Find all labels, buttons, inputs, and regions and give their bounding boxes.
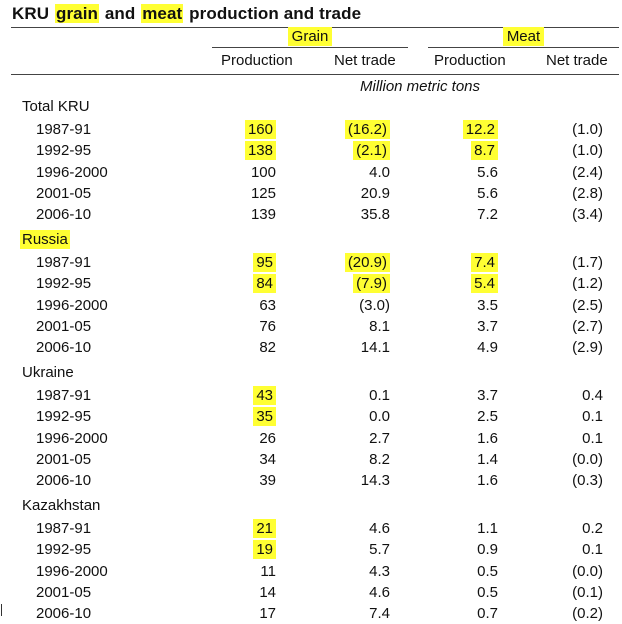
grain-production-cell bbox=[253, 252, 276, 273]
grain-production-value: 138 bbox=[245, 141, 276, 160]
grain-net-trade-cell bbox=[369, 162, 390, 183]
grain-production-cell bbox=[259, 470, 276, 491]
meat-production-value: 7.2 bbox=[477, 206, 498, 223]
grain-net-trade-cell bbox=[369, 582, 390, 603]
meat-net-trade-cell bbox=[572, 273, 603, 294]
grain-net-trade-cell bbox=[369, 539, 390, 560]
grain-production-cell bbox=[259, 295, 276, 316]
meat-production-cell bbox=[477, 470, 498, 491]
meat-net-trade-value: (0.0) bbox=[572, 451, 603, 468]
meat-production-value: 0.5 bbox=[477, 584, 498, 601]
grain-net-trade-value: (2.1) bbox=[353, 141, 390, 160]
meat-production-value: 12.2 bbox=[463, 120, 498, 139]
grain-production-value: 21 bbox=[253, 519, 276, 538]
period-cell: 1987-91 bbox=[36, 254, 92, 271]
grain-production-cell bbox=[245, 119, 276, 140]
meat-net-trade-cell bbox=[572, 140, 603, 161]
table-row bbox=[0, 183, 622, 204]
section-heading bbox=[20, 497, 102, 514]
meat-production-cell bbox=[477, 183, 498, 204]
meat-production-value: 0.5 bbox=[477, 563, 498, 580]
edge-divider bbox=[1, 604, 2, 616]
meat-net-trade-value: (1.7) bbox=[572, 254, 603, 271]
meat-production-value: 0.9 bbox=[477, 541, 498, 558]
grain-net-trade-value: 5.7 bbox=[369, 541, 390, 558]
title-part-meat: meat bbox=[142, 4, 183, 23]
grain-production-cell bbox=[251, 204, 276, 225]
meat-net-trade-cell bbox=[572, 561, 603, 582]
grain-production-cell bbox=[253, 406, 276, 427]
grain-net-trade-cell bbox=[361, 337, 390, 358]
grain-net-trade-cell bbox=[369, 449, 390, 470]
table-row bbox=[0, 603, 622, 624]
grain-net-trade-cell bbox=[359, 295, 390, 316]
meat-net-trade-value: (1.2) bbox=[572, 275, 603, 292]
grain-net-trade-value: 4.3 bbox=[369, 563, 390, 580]
grain-net-trade-value: 2.7 bbox=[369, 430, 390, 447]
meat-production-value: 2.5 bbox=[477, 408, 498, 425]
meat-net-trade-cell bbox=[582, 428, 603, 449]
table-row bbox=[0, 518, 622, 539]
period-cell: 1996-2000 bbox=[36, 297, 108, 314]
title-part-kru: KRU bbox=[12, 4, 50, 23]
meat-net-trade-header: Net trade bbox=[546, 52, 608, 69]
grain-production-cell bbox=[259, 428, 276, 449]
meat-net-trade-cell bbox=[572, 470, 603, 491]
table-title-bar bbox=[11, 4, 619, 28]
grain-net-trade-cell bbox=[369, 428, 390, 449]
grain-net-trade-value: 0.0 bbox=[369, 408, 390, 425]
table-row bbox=[0, 316, 622, 337]
meat-production-header: Production bbox=[434, 52, 506, 69]
grain-net-trade-value: 8.1 bbox=[369, 318, 390, 335]
meat-net-trade-value: (0.1) bbox=[572, 584, 603, 601]
table-row bbox=[0, 337, 622, 358]
grain-production-cell bbox=[253, 539, 276, 560]
grain-net-trade-cell bbox=[361, 183, 390, 204]
period-cell: 1992-95 bbox=[36, 142, 92, 159]
grain-net-trade-cell bbox=[369, 385, 390, 406]
period-cell: 2006-10 bbox=[36, 206, 92, 223]
grain-production-value: 100 bbox=[250, 164, 276, 181]
grain-production-cell bbox=[259, 337, 276, 358]
grain-net-trade-value: (16.2) bbox=[345, 120, 390, 139]
meat-net-trade-value: (2.7) bbox=[572, 318, 603, 335]
grain-production-cell bbox=[259, 316, 276, 337]
grain-production-cell bbox=[251, 162, 276, 183]
table-row bbox=[0, 252, 622, 273]
meat-production-value: 1.1 bbox=[477, 520, 498, 537]
table-row bbox=[0, 162, 622, 183]
grain-net-trade-cell bbox=[369, 518, 390, 539]
title-part-and: and bbox=[104, 4, 136, 23]
grain-production-value: 43 bbox=[253, 386, 276, 405]
table-row bbox=[0, 385, 622, 406]
section-heading-label: Kazakhstan bbox=[22, 497, 101, 514]
meat-production-value: 1.4 bbox=[477, 451, 498, 468]
meat-net-trade-cell bbox=[572, 316, 603, 337]
meat-net-trade-value: (0.3) bbox=[572, 472, 603, 489]
grain-production-value: 39 bbox=[259, 472, 276, 489]
meat-production-value: 1.6 bbox=[477, 430, 498, 447]
table-row bbox=[0, 295, 622, 316]
period-cell: 2001-05 bbox=[36, 318, 92, 335]
grain-production-value: 84 bbox=[253, 274, 276, 293]
section-heading-label: Russia bbox=[22, 231, 68, 248]
period-cell: 1996-2000 bbox=[36, 430, 108, 447]
meat-production-cell bbox=[477, 385, 498, 406]
section-heading bbox=[20, 98, 92, 115]
grain-production-value: 17 bbox=[259, 605, 276, 622]
meat-net-trade-value: (1.0) bbox=[572, 121, 603, 138]
grain-net-trade-cell bbox=[345, 119, 390, 140]
meat-production-cell bbox=[477, 582, 498, 603]
section-heading bbox=[20, 231, 70, 248]
grain-net-trade-cell bbox=[369, 603, 390, 624]
meat-net-trade-value: (3.4) bbox=[572, 206, 603, 223]
period-cell: 2001-05 bbox=[36, 451, 92, 468]
grain-group-label: Grain bbox=[288, 27, 333, 46]
meat-net-trade-value: (2.5) bbox=[572, 297, 603, 314]
grain-production-cell bbox=[251, 183, 276, 204]
meat-net-trade-value: (2.4) bbox=[572, 164, 603, 181]
meat-production-cell bbox=[477, 337, 498, 358]
meat-production-cell bbox=[477, 406, 498, 427]
meat-net-trade-cell bbox=[582, 385, 603, 406]
grain-production-cell bbox=[253, 273, 276, 294]
grain-production-value: 82 bbox=[259, 339, 276, 356]
period-cell: 1992-95 bbox=[36, 275, 92, 292]
grain-production-value: 26 bbox=[259, 430, 276, 447]
meat-production-cell bbox=[471, 140, 498, 161]
grain-net-trade-value: 14.3 bbox=[360, 472, 390, 489]
grain-production-value: 11 bbox=[260, 563, 276, 580]
grain-production-cell bbox=[245, 140, 276, 161]
meat-net-trade-value: 0.4 bbox=[582, 387, 603, 404]
grain-net-trade-value: (20.9) bbox=[345, 253, 390, 272]
meat-production-cell bbox=[477, 518, 498, 539]
meat-net-trade-value: (0.0) bbox=[572, 563, 603, 580]
meat-net-trade-value: 0.1 bbox=[582, 430, 603, 447]
table-row bbox=[0, 470, 622, 491]
grain-net-trade-cell bbox=[369, 316, 390, 337]
period-cell: 1992-95 bbox=[36, 408, 92, 425]
meat-production-cell bbox=[477, 449, 498, 470]
grain-net-trade-value: 20.9 bbox=[360, 185, 390, 202]
table-row bbox=[0, 273, 622, 294]
meat-net-trade-value: 0.2 bbox=[582, 520, 603, 537]
grain-production-header: Production bbox=[221, 52, 293, 69]
meat-production-cell bbox=[471, 273, 498, 294]
meat-net-trade-cell bbox=[582, 539, 603, 560]
meat-net-trade-value: (1.0) bbox=[572, 142, 603, 159]
meat-production-cell bbox=[477, 316, 498, 337]
period-cell: 2001-05 bbox=[36, 185, 92, 202]
meat-net-trade-cell bbox=[572, 183, 603, 204]
period-cell: 2006-10 bbox=[36, 605, 92, 622]
meat-production-cell bbox=[477, 428, 498, 449]
meat-net-trade-cell bbox=[582, 518, 603, 539]
meat-group-header bbox=[428, 27, 619, 48]
period-cell: 2006-10 bbox=[36, 339, 92, 356]
grain-production-value: 160 bbox=[245, 120, 276, 139]
grain-net-trade-value: 8.2 bbox=[369, 451, 390, 468]
meat-net-trade-cell bbox=[572, 162, 603, 183]
table-row bbox=[0, 539, 622, 560]
grain-net-trade-value: 4.0 bbox=[369, 164, 390, 181]
meat-production-cell bbox=[471, 252, 498, 273]
period-cell: 1992-95 bbox=[36, 541, 92, 558]
meat-net-trade-cell bbox=[572, 204, 603, 225]
period-cell: 2001-05 bbox=[36, 584, 92, 601]
grain-net-trade-header: Net trade bbox=[334, 52, 396, 69]
table-row bbox=[0, 406, 622, 427]
grain-production-cell bbox=[259, 449, 276, 470]
meat-net-trade-cell bbox=[572, 603, 603, 624]
meat-net-trade-cell bbox=[572, 337, 603, 358]
meat-production-cell bbox=[477, 162, 498, 183]
grain-net-trade-cell bbox=[353, 140, 390, 161]
grain-net-trade-value: 14.1 bbox=[360, 339, 390, 356]
grain-production-cell bbox=[260, 561, 276, 582]
meat-production-cell bbox=[477, 603, 498, 624]
meat-production-value: 8.7 bbox=[471, 141, 498, 160]
meat-group-label: Meat bbox=[503, 27, 544, 46]
grain-production-value: 35 bbox=[253, 407, 276, 426]
grain-net-trade-value: 4.6 bbox=[369, 584, 390, 601]
meat-production-value: 0.7 bbox=[477, 605, 498, 622]
unit-label: Million metric tons bbox=[360, 78, 481, 95]
meat-production-cell bbox=[477, 295, 498, 316]
period-cell: 1987-91 bbox=[36, 387, 92, 404]
grain-net-trade-value: (7.9) bbox=[353, 274, 390, 293]
grain-net-trade-cell bbox=[369, 561, 390, 582]
period-cell: 1987-91 bbox=[36, 121, 92, 138]
title-part-rest: production and trade bbox=[189, 4, 362, 23]
meat-production-cell bbox=[477, 539, 498, 560]
meat-net-trade-cell bbox=[572, 295, 603, 316]
grain-net-trade-value: 7.4 bbox=[369, 605, 390, 622]
section-heading-label: Ukraine bbox=[22, 364, 74, 381]
table-row bbox=[0, 140, 622, 161]
grain-production-cell bbox=[253, 518, 276, 539]
grain-net-trade-value: 4.6 bbox=[369, 520, 390, 537]
meat-net-trade-cell bbox=[572, 449, 603, 470]
meat-net-trade-value: (2.9) bbox=[572, 339, 603, 356]
meat-net-trade-value: (2.8) bbox=[572, 185, 603, 202]
table-row bbox=[0, 582, 622, 603]
meat-net-trade-cell bbox=[572, 252, 603, 273]
meat-production-cell bbox=[477, 561, 498, 582]
grain-net-trade-cell bbox=[361, 470, 390, 491]
period-cell: 2006-10 bbox=[36, 472, 92, 489]
grain-production-cell bbox=[259, 582, 276, 603]
grain-production-value: 125 bbox=[250, 185, 276, 202]
meat-net-trade-cell bbox=[572, 582, 603, 603]
meat-production-value: 3.7 bbox=[477, 387, 498, 404]
meat-production-value: 5.4 bbox=[471, 274, 498, 293]
meat-net-trade-value: 0.1 bbox=[582, 541, 603, 558]
period-cell: 1996-2000 bbox=[36, 563, 108, 580]
grain-group-header bbox=[212, 27, 408, 48]
grain-net-trade-cell bbox=[345, 252, 390, 273]
grain-production-value: 76 bbox=[259, 318, 276, 335]
meat-net-trade-value: (0.2) bbox=[572, 605, 603, 622]
meat-net-trade-value: 0.1 bbox=[582, 408, 603, 425]
section-heading bbox=[20, 364, 76, 381]
header-divider bbox=[11, 74, 619, 75]
meat-net-trade-cell bbox=[582, 406, 603, 427]
table-row bbox=[0, 119, 622, 140]
period-cell: 1996-2000 bbox=[36, 164, 108, 181]
meat-production-value: 3.5 bbox=[477, 297, 498, 314]
grain-production-cell bbox=[259, 603, 276, 624]
title-part-grain: grain bbox=[55, 4, 99, 23]
grain-net-trade-cell bbox=[369, 406, 390, 427]
grain-net-trade-cell bbox=[361, 204, 390, 225]
meat-production-value: 4.9 bbox=[477, 339, 498, 356]
meat-net-trade-cell bbox=[572, 119, 603, 140]
grain-net-trade-value: 0.1 bbox=[369, 387, 390, 404]
meat-production-value: 1.6 bbox=[477, 472, 498, 489]
table-row bbox=[0, 204, 622, 225]
meat-production-cell bbox=[477, 204, 498, 225]
meat-production-cell bbox=[463, 119, 498, 140]
section-heading-label: Total KRU bbox=[22, 98, 90, 115]
table-row bbox=[0, 449, 622, 470]
table-row bbox=[0, 428, 622, 449]
grain-production-cell bbox=[253, 385, 276, 406]
table-title bbox=[11, 4, 619, 24]
grain-production-value: 19 bbox=[253, 540, 276, 559]
grain-production-value: 95 bbox=[253, 253, 276, 272]
meat-production-value: 3.7 bbox=[477, 318, 498, 335]
period-cell: 1987-91 bbox=[36, 520, 92, 537]
grain-net-trade-value: (3.0) bbox=[359, 297, 390, 314]
grain-production-value: 34 bbox=[259, 451, 276, 468]
grain-net-trade-value: 35.8 bbox=[360, 206, 390, 223]
grain-net-trade-cell bbox=[353, 273, 390, 294]
table-row bbox=[0, 561, 622, 582]
meat-production-value: 5.6 bbox=[477, 164, 498, 181]
grain-production-value: 139 bbox=[250, 206, 276, 223]
meat-production-value: 5.6 bbox=[477, 185, 498, 202]
meat-production-value: 7.4 bbox=[471, 253, 498, 272]
grain-production-value: 63 bbox=[259, 297, 276, 314]
grain-production-value: 14 bbox=[259, 584, 276, 601]
